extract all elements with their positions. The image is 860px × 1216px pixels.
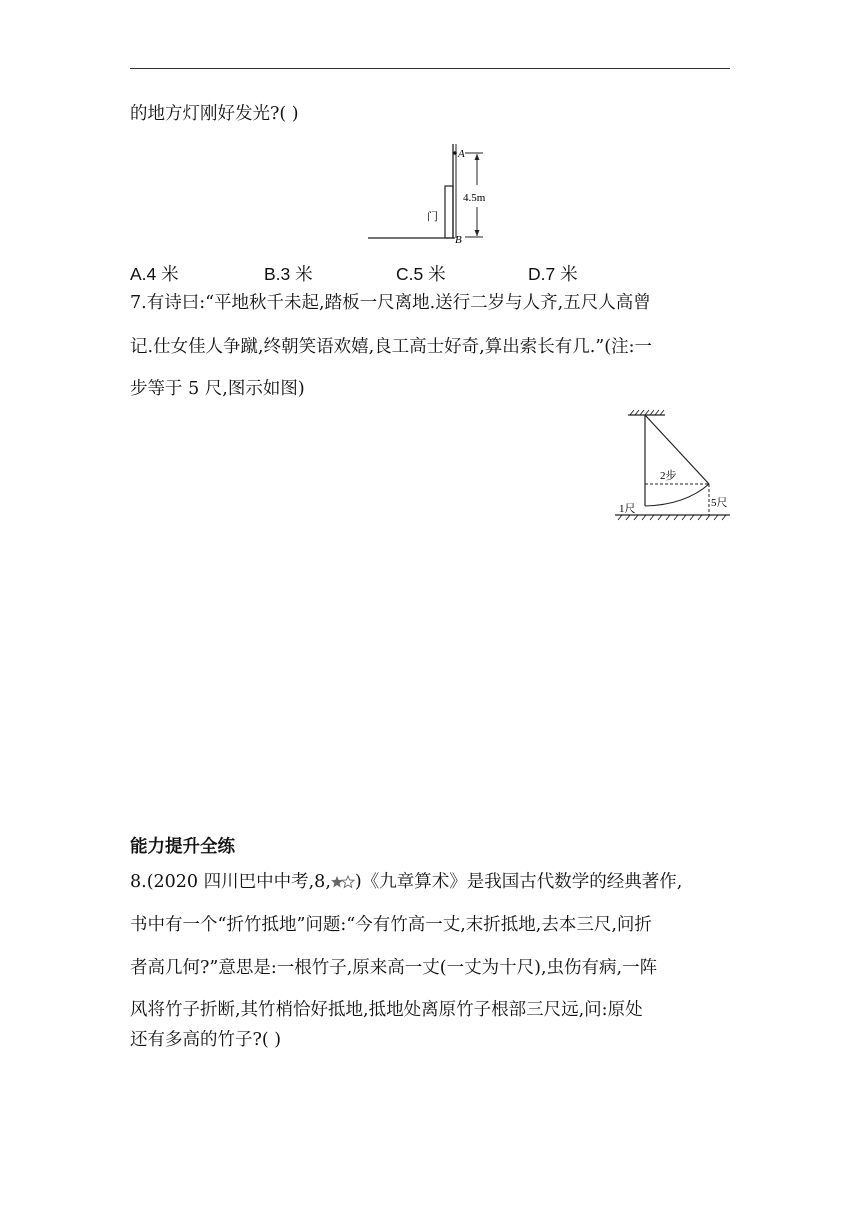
q8-line-1 — [130, 874, 682, 892]
ground-hatch — [618, 515, 726, 520]
option-b: B.3 米 — [264, 264, 313, 284]
q8-line-5: 还有多高的竹子?( ) — [130, 1030, 282, 1050]
label-one-chi: 1尺 — [619, 503, 636, 515]
q8-line-1-suffix: )《九章算术》是我国古代数学的经典著作, — [354, 872, 683, 892]
q8-line-4: 风将竹子折断,其竹梢恰好抵地,抵地处离原竹子根部三尺远,问:原处 — [130, 1000, 643, 1020]
label-b: B — [455, 234, 462, 246]
q7-line-3: 步等于 5 尺,图示如图) — [130, 379, 305, 399]
label-two-steps: 2步 — [660, 470, 677, 482]
label-a: A — [458, 148, 465, 160]
q8-line-1-prefix: 8.(2020 四川巴中中考,8, — [130, 872, 331, 892]
q8-line-3: 者高几何?”意思是:一根竹子,原来高一丈(一丈为十尺),虫伤有病,一阵 — [130, 958, 658, 978]
q8-line-2: 书中有一个“折竹抵地”问题:“今有竹高一丈,末折抵地,去本三尺,问折 — [130, 915, 652, 935]
option-d: D.7 米 — [528, 264, 578, 284]
rope-slanted — [645, 415, 709, 484]
q6-text-tail: 的地方灯刚好发光?( ) — [130, 104, 299, 124]
q6-figure — [365, 140, 505, 246]
option-a: A.4 米 — [130, 264, 179, 284]
q7-line-2: 记.仕女佳人争蹴,终朝笑语欢嬉,良工高士好奇,算出索长有几.”(注:一 — [130, 337, 652, 357]
ceiling-hatch — [630, 410, 664, 415]
difficulty-stars-icon — [331, 875, 355, 889]
dim-arrow-up — [475, 154, 480, 160]
section-title: 能力提升全练 — [130, 837, 235, 857]
q7-line-1: 7.有诗曰:“平地秋千未起,踏板一尺离地.送行二岁与人齐,五尺人高曾 — [130, 293, 651, 313]
height-label: 4.5m — [463, 192, 486, 204]
swing-arc — [645, 484, 709, 506]
option-c: C.5 米 — [396, 264, 446, 284]
header-rule — [130, 68, 730, 69]
dim-arrow-down — [475, 230, 480, 236]
q7-swing-figure — [610, 405, 740, 530]
point-a — [453, 151, 457, 155]
door-rect — [445, 186, 453, 238]
door-label: 门 — [427, 211, 438, 223]
label-five-chi: 5尺 — [711, 497, 728, 509]
